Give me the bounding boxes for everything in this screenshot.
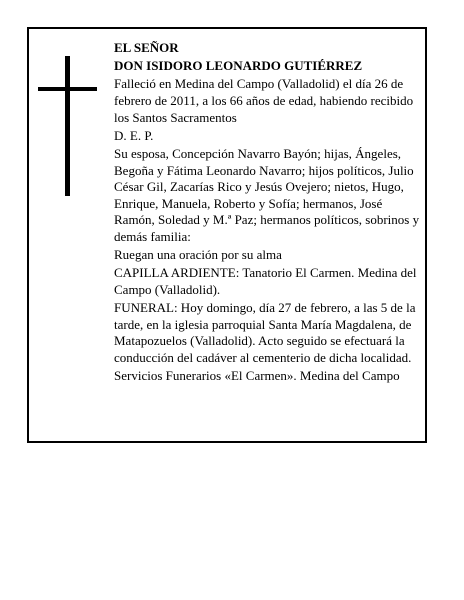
obituary-text bbox=[114, 40, 422, 386]
family-list: Su esposa, Concepción Navarro Bayón; hijas, Ángeles, Begoña y Fátima Leonardo Navarro; hijos políticos, Julio César Gil, Zacarías Rico y Jesús Ovejero; nietos, Hugo, Enrique, Manuela, Roberto y Sofía; hermanos, José Ramón, Soledad y M.ª Paz; hermanos políticos, sobrinos y demás familia: bbox=[114, 145, 420, 244]
latin-cross-icon bbox=[38, 56, 102, 196]
title-line-1: EL SEÑOR bbox=[114, 40, 179, 55]
dep-line: D. E. P. bbox=[114, 127, 154, 143]
chapel-info: CAPILLA ARDIENTE: Tanatorio El Carmen. Medina del Campo (Valladolid). bbox=[114, 265, 417, 297]
cross-horizontal-bar bbox=[38, 87, 97, 91]
funeral-services: Servicios Funerarios «El Carmen». Medina del Campo bbox=[114, 368, 400, 384]
death-announcement: Falleció en Medina del Campo (Valladolid) el día 26 de febrero de 2011, a los 66 años de edad, habiendo recibido los Santos Sacramentos bbox=[114, 76, 414, 125]
funeral-info: FUNERAL: Hoy domingo, día 27 de febrero, a las 5 de la tarde, en la iglesia parroquial Santa María Magdalena, de Matapozuelos (Valladolid). Acto seguido se efectuará la conducción del cadáver al cementerio de dicha localidad. bbox=[114, 300, 416, 365]
deceased-name: DON ISIDORO LEONARDO GUTIÉRREZ bbox=[114, 58, 363, 74]
cross-vertical-bar bbox=[65, 56, 70, 196]
prayer-request: Ruegan una oración por su alma bbox=[114, 247, 282, 263]
